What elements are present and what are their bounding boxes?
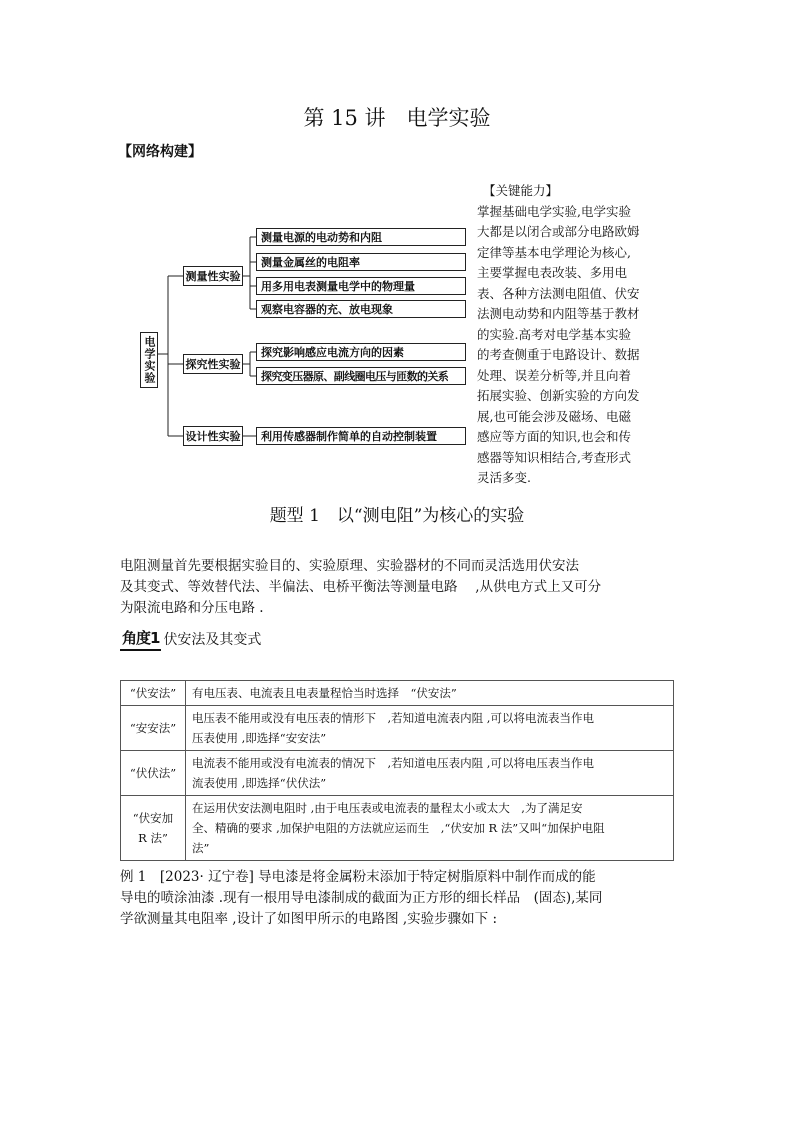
key-ability-line: 的考查侧重于电路设计、数据 xyxy=(477,347,640,362)
table-key-line: “伏伏法” xyxy=(129,766,177,780)
table-value-line: 电压表不能用或没有电压表的情形下 ,若知道电流表内阻 ,可以将电流表当作电 xyxy=(192,711,594,725)
key-ability-line: 处理、误差分析等,并且向着 xyxy=(477,367,631,383)
table-row xyxy=(121,796,674,861)
tree-item xyxy=(256,427,466,445)
section-header: 【网络构建】 xyxy=(118,144,202,160)
tree-item-label: 测量电源的电动势和内阻 xyxy=(261,231,382,244)
key-ability-line: 的实验.高考对电学基本实验 xyxy=(477,326,631,342)
knowledge-tree xyxy=(130,222,475,452)
tree-item xyxy=(256,277,466,295)
table-value-cell xyxy=(186,796,674,861)
tree-item xyxy=(256,367,466,385)
key-ability-line: 表、各种方法测电阻值、伏安 xyxy=(477,285,640,301)
key-ability-line: 掌握基础电学实验,电学实验 xyxy=(477,203,631,219)
method-table xyxy=(120,680,674,861)
table-value-line: 在运用伏安法测电阻时 ,由于电压表或电流表的量程太小或太大 ,为了满足安 xyxy=(192,801,583,815)
intro-line: 及其变式、等效替代法、半偏法、电桥平衡法等测量电路 ,从供电方式上又可分 xyxy=(120,579,602,595)
key-ability-panel xyxy=(477,181,655,489)
key-ability-line: 感器等知识相结合,考查形式 xyxy=(477,449,631,465)
intro-paragraph xyxy=(120,556,675,619)
table-key-line: “伏安加 xyxy=(132,811,174,825)
tree-item-label: 利用传感器制作简单的自动控制装置 xyxy=(261,430,437,443)
intro-line: 为限流电路和分压电路 . xyxy=(120,600,264,616)
table-value-cell xyxy=(186,706,674,751)
example-line: 学欲测量其电阻率 ,设计了如图甲所示的电路图 ,实验步骤如下 : xyxy=(120,911,498,927)
table-value-line: 流表使用 ,即选择“伏伏法” xyxy=(192,776,327,790)
tree-item-label: 用多用电表测量电学中的物理量 xyxy=(261,280,415,293)
tree-item xyxy=(256,253,466,271)
tree-category-label: 测量性实验 xyxy=(185,270,241,283)
table-value-cell xyxy=(186,681,674,706)
key-ability-header: 【关键能力】 xyxy=(483,183,559,198)
table-key-cell xyxy=(121,796,186,861)
table-key-cell xyxy=(121,751,186,796)
table-value-line: 全、精确的要求 ,加保护电阻的方法就应运而生 ,“伏安加 R 法”又叫“加保护电阻 xyxy=(192,821,605,835)
table-row xyxy=(121,706,674,751)
tree-category-label: 设计性实验 xyxy=(185,430,241,443)
angle-heading xyxy=(120,627,261,651)
key-ability-line: 灵活多变. xyxy=(477,470,531,485)
table-key-line: “伏安法” xyxy=(129,686,177,700)
intro-line: 电阻测量首先要根据实验目的、实验原理、实验器材的不同而灵活选用伏安法 xyxy=(120,558,579,574)
topic-heading: 题型 1 以“测电阻”为核心的实验 xyxy=(269,506,525,526)
angle-title: 伏安法及其变式 xyxy=(163,632,262,648)
table-key-cell xyxy=(121,681,186,706)
table-value-line: 压表使用 ,即选择“安安法” xyxy=(192,731,327,745)
table-row xyxy=(121,751,674,796)
tree-root xyxy=(140,332,158,388)
tree-item-label: 探究变压器原、副线圈电压与匝数的关系 xyxy=(261,370,449,383)
page-title: 第 15 讲 电学实验 xyxy=(303,106,491,130)
table-value-line: 法” xyxy=(192,841,210,855)
angle-badge: 角度1 xyxy=(120,627,161,651)
example-line: 例 1 [2023· 辽宁卷] 导电漆是将金属粉末添加于特定树脂原料中制作而成的能 xyxy=(120,869,596,885)
tree-item xyxy=(256,228,466,246)
tree-category-exploration xyxy=(183,354,243,374)
tree-item-label: 探究影响感应电流方向的因素 xyxy=(261,346,404,359)
table-row xyxy=(121,681,674,706)
tree-item-label: 观察电容器的充、放电现象 xyxy=(261,303,393,316)
key-ability-line: 感应等方面的知识,也会和传 xyxy=(477,429,631,444)
key-ability-line: 大都是以闭合或部分电路欧姆 xyxy=(477,224,640,239)
tree-category-measurement xyxy=(183,266,243,286)
table-value-cell xyxy=(186,751,674,796)
tree-category-design xyxy=(183,426,243,446)
table-value-line: 有电压表、电流表且电表量程恰当时选择 “伏安法” xyxy=(192,686,457,700)
tree-item xyxy=(256,300,466,318)
example-line: 导电的喷涂油漆 .现有一根用导电漆制成的截面为正方形的细长样品 (固态),某同 xyxy=(120,890,603,906)
tree-category-label: 探究性实验 xyxy=(185,358,241,371)
tree-item-label: 测量金属丝的电阻率 xyxy=(261,256,360,269)
example-paragraph xyxy=(120,867,675,930)
key-ability-line: 定律等基本电学理论为核心, xyxy=(477,244,631,260)
key-ability-line: 拓展实验、创新实验的方向发 xyxy=(477,388,640,403)
key-ability-line: 展,也可能会涉及磁场、电磁 xyxy=(477,408,631,424)
table-key-line: “安安法” xyxy=(129,721,177,735)
table-key-line: R 法” xyxy=(138,831,168,845)
table-value-line: 电流表不能用或没有电流表的情况下 ,若知道电压表内阻 ,可以将电压表当作电 xyxy=(192,756,594,770)
key-ability-line: 主要掌握电表改装、多用电 xyxy=(477,265,628,280)
tree-item xyxy=(256,343,466,361)
tree-root-label: 电学实验 xyxy=(143,336,156,384)
table-key-cell xyxy=(121,706,186,751)
key-ability-line: 法测电动势和内阻等基于教材 xyxy=(477,306,640,321)
